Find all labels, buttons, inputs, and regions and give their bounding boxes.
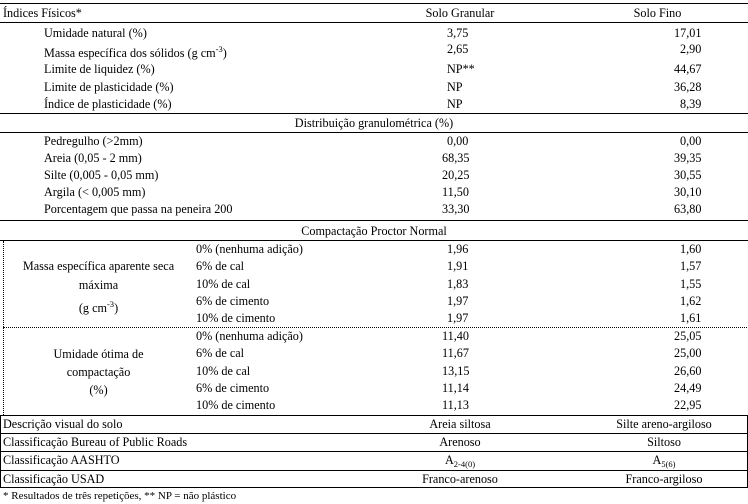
compaction-title: Compactação Proctor Normal bbox=[301, 224, 447, 238]
footnote: * Resultados de três repetições, ** NP = não plástico bbox=[3, 490, 237, 502]
fine-value: 44,67 bbox=[674, 62, 702, 76]
table-row bbox=[0, 133, 748, 149]
fine-value: 1,60 bbox=[680, 242, 702, 256]
granular-value: 2,65 bbox=[447, 42, 469, 56]
header-rule bbox=[0, 22, 748, 23]
row-label: 10% de cal bbox=[196, 364, 251, 378]
granular-value: Franco-arenoso bbox=[422, 472, 498, 486]
fine-value: 24,49 bbox=[674, 381, 702, 395]
moisture-label-line: Umidade ótima de bbox=[53, 347, 144, 361]
header-physical-indices: Índices Físicos* bbox=[3, 6, 82, 20]
fine-value: 25,05 bbox=[674, 329, 702, 343]
table-row bbox=[0, 328, 748, 344]
fine-value: 63,80 bbox=[674, 202, 702, 216]
table-row bbox=[0, 61, 748, 77]
header-granular-soil: Solo Granular bbox=[425, 6, 495, 20]
density-unit: (g $cm^{-3}$) bbox=[78, 299, 119, 315]
table-row bbox=[0, 416, 748, 432]
row-label: 6% de cimento bbox=[196, 294, 270, 308]
row-label: Porcentagem que passa na peneira 200 bbox=[44, 202, 233, 216]
fine-value: 30,10 bbox=[674, 185, 702, 199]
fine-value: 1,62 bbox=[680, 294, 702, 308]
row-label: 10% de cal bbox=[196, 277, 251, 291]
table-row bbox=[0, 96, 748, 112]
fine-value: Franco-argiloso bbox=[625, 472, 703, 486]
density-label-line: máxima bbox=[78, 278, 119, 292]
row-label: Limite de liquidez (%) bbox=[44, 62, 155, 76]
granulometry-title: Distribuição granulométrica (%) bbox=[294, 116, 454, 130]
fine-value: 2,90 bbox=[680, 42, 702, 56]
table-row bbox=[0, 258, 748, 274]
fine-value: Silte areno-argiloso bbox=[616, 417, 712, 431]
row-label: 6% de cimento bbox=[196, 381, 270, 395]
fine-value: 0,00 bbox=[680, 134, 702, 148]
table-row bbox=[0, 41, 748, 60]
table-row bbox=[0, 363, 748, 379]
table-top-rule bbox=[0, 3, 748, 4]
table-row bbox=[0, 150, 748, 166]
row-label: Classificação Bureau of Public Roads bbox=[3, 435, 188, 449]
fine-value: 1,61 bbox=[680, 311, 702, 325]
column-rule bbox=[0, 415, 1, 487]
row-label: Limite de plasticidade (%) bbox=[44, 80, 174, 94]
granular-value: 11,13 bbox=[442, 398, 469, 412]
fine-value: 26,60 bbox=[674, 364, 702, 378]
granular-value: $A_{2-4(0)}$ bbox=[444, 453, 476, 469]
moisture-label-line: compactação bbox=[66, 365, 131, 379]
fine-value: 39,35 bbox=[674, 151, 702, 165]
granular-value: NP** bbox=[447, 62, 475, 76]
granular-value: 33,30 bbox=[442, 202, 470, 216]
header-fine-soil: Solo Fino bbox=[633, 6, 682, 20]
granular-value: 1,91 bbox=[447, 259, 469, 273]
section-rule bbox=[0, 113, 748, 114]
row-label: 10% de cimento bbox=[196, 311, 276, 325]
granular-value: 1,97 bbox=[447, 311, 469, 325]
table-row bbox=[0, 310, 748, 326]
granular-value: 1,83 bbox=[447, 277, 469, 291]
row-label: Argila (< 0,005 mm) bbox=[44, 185, 146, 199]
granular-value: 11,67 bbox=[442, 346, 469, 360]
granular-value: 0,00 bbox=[447, 134, 469, 148]
fine-value: 30,55 bbox=[674, 168, 702, 182]
table-row bbox=[0, 293, 748, 309]
table-row bbox=[0, 345, 748, 361]
fine-value: 17,01 bbox=[674, 26, 702, 40]
row-label: Classificação AASHTO bbox=[3, 453, 120, 467]
block-separator bbox=[3, 241, 4, 415]
row-label: Índice de plasticidade (%) bbox=[44, 97, 172, 111]
granular-value: Areia siltosa bbox=[429, 417, 491, 431]
row-label: Massa específica dos sólidos (g $cm^{-3}$) bbox=[44, 44, 227, 60]
fine-value: 25,00 bbox=[674, 346, 702, 360]
granular-value: 11,14 bbox=[442, 381, 469, 395]
granular-value: 20,25 bbox=[442, 168, 470, 182]
fine-value: $A_{5(6)}$ bbox=[652, 453, 676, 469]
row-label: Pedregulho (>2mm) bbox=[44, 134, 143, 148]
fine-value: 1,57 bbox=[680, 259, 702, 273]
table-row bbox=[0, 471, 748, 487]
moisture-unit: (%) bbox=[89, 383, 108, 397]
granular-value: 68,35 bbox=[442, 151, 470, 165]
fine-value: Siltoso bbox=[647, 435, 681, 449]
row-label: Classificação USAD bbox=[3, 472, 105, 486]
row-label: 0% (nenhuma adição) bbox=[196, 329, 303, 343]
granular-value: 1,97 bbox=[447, 294, 469, 308]
granular-value: Arenoso bbox=[439, 435, 481, 449]
density-label-line: Massa específica aparente seca bbox=[22, 259, 175, 273]
table-row bbox=[0, 434, 748, 450]
fine-value: 8,39 bbox=[680, 97, 702, 111]
section-rule bbox=[0, 220, 748, 221]
table-row bbox=[0, 276, 748, 292]
granular-value: 1,96 bbox=[447, 242, 469, 256]
table-row bbox=[0, 397, 748, 413]
row-label: 0% (nenhuma adição) bbox=[196, 242, 303, 256]
fine-value: 22,95 bbox=[674, 398, 702, 412]
granular-value: 3,75 bbox=[447, 26, 469, 40]
row-label: Umidade natural (%) bbox=[44, 26, 147, 40]
table-row bbox=[0, 452, 748, 468]
row-label: 6% de cal bbox=[196, 346, 245, 360]
table-row bbox=[0, 25, 748, 41]
row-label: Silte (0,005 - 0,05 mm) bbox=[44, 168, 159, 182]
granular-value: NP bbox=[447, 97, 463, 111]
granular-value: 11,50 bbox=[442, 185, 469, 199]
table-row bbox=[0, 380, 748, 396]
table-row bbox=[0, 241, 748, 257]
row-label: Descrição visual do solo bbox=[3, 417, 123, 431]
table-row bbox=[0, 184, 748, 200]
table-row bbox=[0, 167, 748, 183]
row-label: 10% de cimento bbox=[196, 398, 276, 412]
table-row bbox=[0, 201, 748, 217]
granular-value: 13,15 bbox=[442, 364, 470, 378]
granular-value: NP bbox=[447, 80, 463, 94]
header-row bbox=[0, 5, 748, 21]
fine-value: 36,28 bbox=[674, 80, 702, 94]
table-row bbox=[0, 79, 748, 95]
fine-value: 1,55 bbox=[680, 277, 702, 291]
row-label: 6% de cal bbox=[196, 259, 245, 273]
row-label: Areia (0,05 - 2 mm) bbox=[44, 151, 142, 165]
granular-value: 11,40 bbox=[442, 329, 469, 343]
